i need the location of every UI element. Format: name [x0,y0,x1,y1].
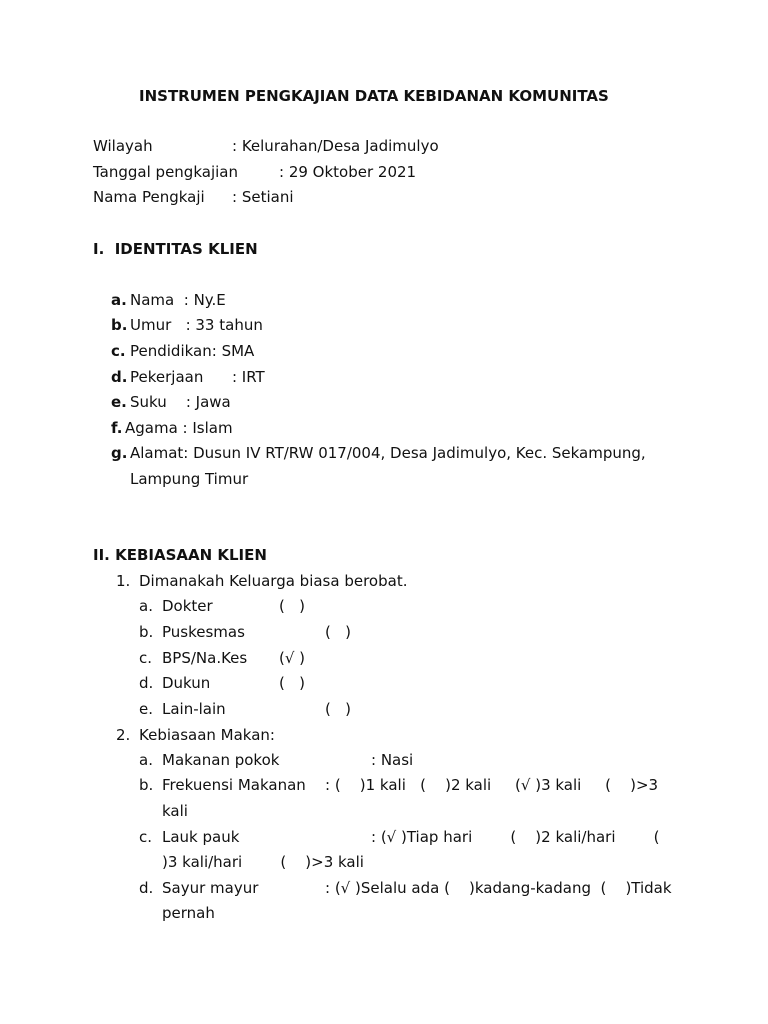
option-marker: a. [139,597,153,615]
list-marker: a. [111,291,127,309]
item-value-lauk-pauk: : (√ )Tiap hari ( )2 kali/hari ( [371,828,660,846]
item-marker: b. [139,776,154,794]
item-label-lauk-pauk: Lauk pauk [162,828,240,846]
question-number: 2. [116,726,131,744]
option-check-lain: ( ) [325,700,352,718]
question-number: 1. [116,572,131,590]
identity-alamat: Alamat: Dusun IV RT/RW 017/004, Desa Jadimulyo, Kec. Sekampung, [130,444,646,462]
meta-value-wilayah: : Kelurahan/Desa Jadimulyo [232,137,439,155]
meta-value-pengkaji: : Setiani [232,188,294,206]
item-value-makanan-pokok: : Nasi [371,751,414,769]
meta-label-pengkaji: Nama Pengkaji [93,188,205,206]
item-label-sayur-mayur: Sayur mayur [162,879,259,897]
identity-pekerjaan: Pekerjaan : IRT [130,368,265,386]
list-marker: d. [111,368,128,386]
question-text: Kebiasaan Makan: [139,726,275,744]
item-label-frekuensi: Frekuensi Makanan [162,776,306,794]
option-check-puskesmas: ( ) [325,623,352,641]
option-label-dukun: Dukun [162,674,211,692]
item-marker: d. [139,879,154,897]
option-check-dokter: ( ) [279,597,306,615]
identity-suku: Suku : Jawa [130,393,231,411]
identity-alamat-cont: Lampung Timur [130,470,249,488]
meta-label-wilayah: Wilayah [93,137,153,155]
item-marker: a. [139,751,153,769]
item-value-sayur-mayur-cont: pernah [162,904,215,922]
item-value-sayur-mayur: : (√ )Selalu ada ( )kadang-kadang ( )Tidak [325,879,672,897]
document-title: INSTRUMEN PENGKAJIAN DATA KEBIDANAN KOMUNITAS [139,87,609,105]
item-label-makanan-pokok: Makanan pokok [162,751,280,769]
section-heading-identitas: I. IDENTITAS KLIEN [93,240,258,258]
meta-label-tanggal: Tanggal pengkajian [93,163,238,181]
option-marker: d. [139,674,154,692]
option-label-dokter: Dokter [162,597,213,615]
identity-umur: Umur : 33 tahun [130,316,263,334]
option-marker: b. [139,623,154,641]
list-marker: g. [111,444,128,462]
item-value-lauk-pauk-cont: )3 kali/hari ( )>3 kali [162,853,364,871]
item-value-frekuensi-cont: kali [162,802,188,820]
option-label-lain: Lain-lain [162,700,226,718]
option-label-bps: BPS/Na.Kes [162,649,248,667]
list-marker: e. [111,393,127,411]
list-marker: b. [111,316,128,334]
option-label-puskesmas: Puskesmas [162,623,245,641]
identity-nama: Nama : Ny.E [130,291,226,309]
section-heading-kebiasaan: II. KEBIASAAN KLIEN [93,546,267,564]
item-value-frekuensi: : ( )1 kali ( )2 kali (√ )3 kali ( )>3 [325,776,659,794]
option-marker: e. [139,700,153,718]
list-marker: f. [111,419,123,437]
option-check-dukun: ( ) [279,674,306,692]
identity-pendidikan: Pendidikan: SMA [130,342,255,360]
item-marker: c. [139,828,153,846]
option-marker: c. [139,649,153,667]
question-text: Dimanakah Keluarga biasa berobat. [139,572,408,590]
list-marker: c. [111,342,126,360]
option-check-bps: (√ ) [279,649,306,667]
meta-value-tanggal: : 29 Oktober 2021 [279,163,417,181]
identity-agama: Agama : Islam [125,419,233,437]
